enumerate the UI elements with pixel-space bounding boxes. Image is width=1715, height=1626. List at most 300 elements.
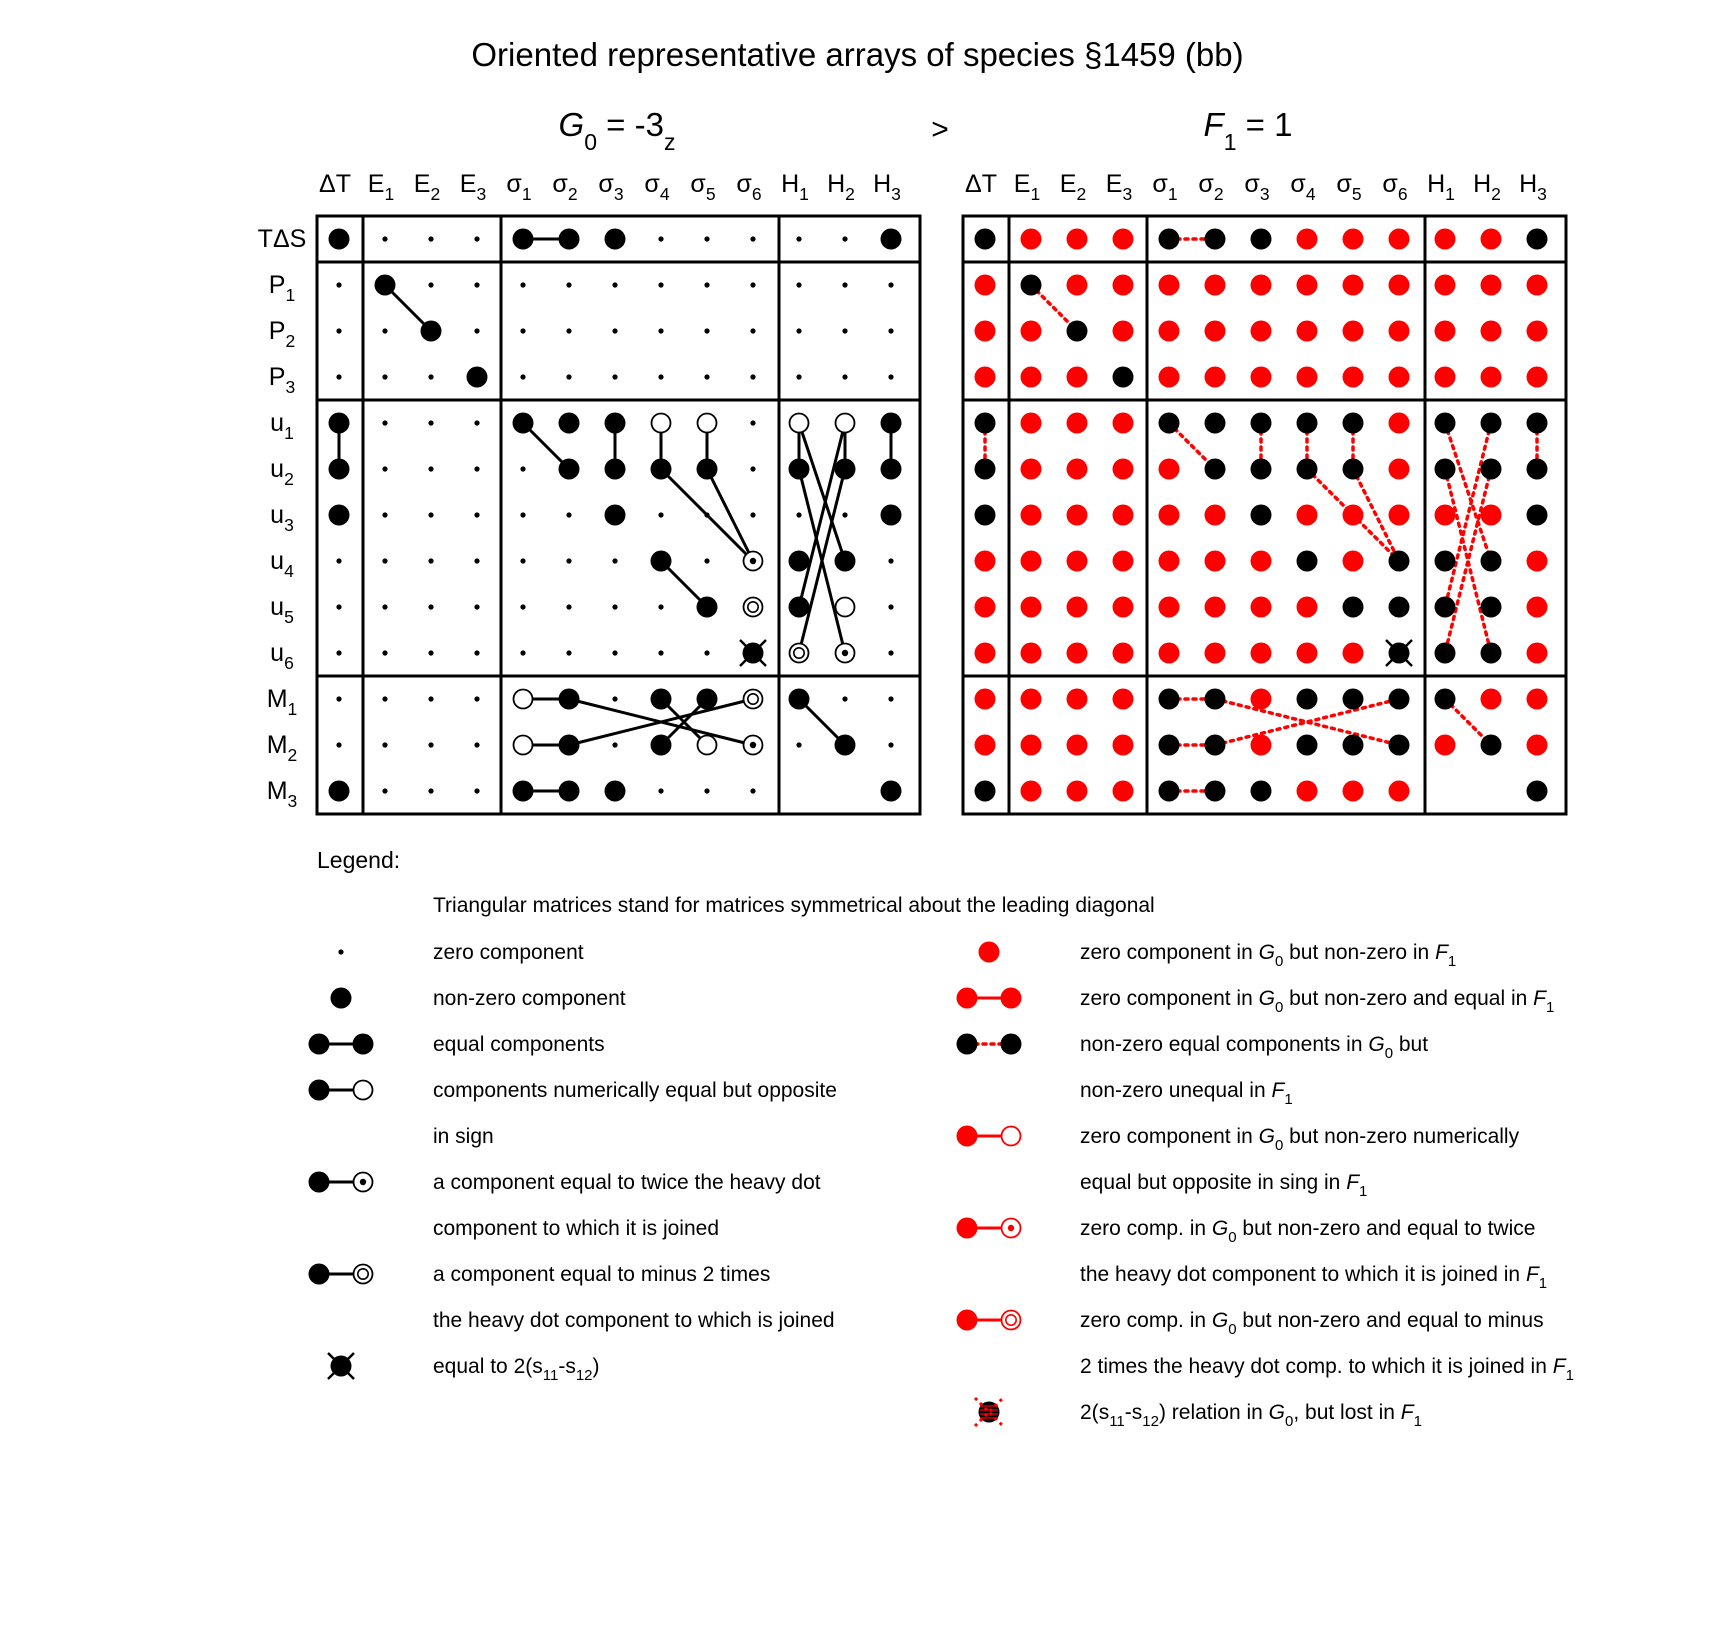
legend-left-text-4-1: components numerically equal but opposite bbox=[433, 1079, 837, 1102]
right-cell-r10-c4 bbox=[1113, 643, 1134, 664]
left-cell-r4-c3 bbox=[428, 374, 433, 379]
right-cell-r2-c1 bbox=[975, 275, 996, 296]
left-cell-r9-c6 bbox=[566, 604, 571, 609]
left-cell-r6-c1 bbox=[329, 459, 350, 480]
right-cell-r8-c11 bbox=[1435, 551, 1456, 572]
left-cell-r9-c1 bbox=[336, 604, 341, 609]
legend-left-text-5-2: component to which it is joined bbox=[433, 1217, 719, 1240]
left-cell-r7-c7 bbox=[605, 505, 626, 526]
left-cell-r1-c7 bbox=[605, 229, 626, 250]
right-cell-r8-c2 bbox=[1021, 551, 1042, 572]
left-cell-r6-c12 bbox=[835, 459, 856, 480]
right-cell-r1-c8 bbox=[1297, 229, 1318, 250]
column-header-left-12: $H_2$ bbox=[827, 170, 855, 204]
right-cell-r13-c10 bbox=[1389, 781, 1410, 802]
column-header-right-7: $\sigma_3$ bbox=[1244, 170, 1270, 204]
left-cell-r5-c11 bbox=[790, 414, 809, 433]
right-cell-r5-c10 bbox=[1389, 413, 1410, 434]
right-cell-r6-c10 bbox=[1389, 459, 1410, 480]
legend-right-text-3-1: non-zero equal components in $G_0$ but bbox=[1080, 1033, 1429, 1062]
right-cell-r1-c1 bbox=[975, 229, 996, 250]
left-cell-r13-c9 bbox=[704, 788, 709, 793]
right-cell-r5-c4 bbox=[1113, 413, 1134, 434]
right-cell-r13-c3 bbox=[1067, 781, 1088, 802]
left-cell-r9-c13 bbox=[888, 604, 893, 609]
right-cell-r5-c1 bbox=[975, 413, 996, 434]
left-cell-r3-c8 bbox=[658, 328, 663, 333]
left-cell-r5-c9 bbox=[698, 414, 717, 433]
right-cell-r11-c4 bbox=[1113, 689, 1134, 710]
left-cell-r3-c4 bbox=[474, 328, 479, 333]
left-cell-r7-c10 bbox=[750, 512, 755, 517]
row-header-13: $M_3$ bbox=[266, 777, 298, 811]
right-cell-r10-c6 bbox=[1205, 643, 1226, 664]
column-header-left-7: $\sigma_3$ bbox=[598, 170, 624, 204]
right-cell-r9-c2 bbox=[1021, 597, 1042, 618]
left-cell-r13-c6 bbox=[559, 781, 580, 802]
legend-right-text-4-1: zero component in $G_0$ but non-zero numerically bbox=[1080, 1125, 1520, 1154]
column-header-right-9: $\sigma_5$ bbox=[1336, 170, 1362, 204]
left-cell-r11-c1 bbox=[336, 696, 341, 701]
right-cell-r1-c10 bbox=[1389, 229, 1410, 250]
legend-right-icon-6 bbox=[957, 1310, 1021, 1331]
column-header-left-2: $E_1$ bbox=[367, 170, 395, 204]
legend-left-icon-5 bbox=[309, 1172, 373, 1193]
left-cell-r11-c10 bbox=[744, 690, 763, 709]
left-cell-r10-c1 bbox=[336, 650, 341, 655]
left-cell-r10-c6 bbox=[566, 650, 571, 655]
right-cell-r10-c8 bbox=[1297, 643, 1318, 664]
right-cell-r11-c8 bbox=[1297, 689, 1318, 710]
right-cell-r12-c2 bbox=[1021, 735, 1042, 756]
right-cell-r8-c10 bbox=[1389, 551, 1410, 572]
right-cell-r4-c11 bbox=[1435, 367, 1456, 388]
left-cell-r10-c12 bbox=[836, 644, 855, 663]
left-array bbox=[317, 216, 920, 814]
left-cell-r8-c8 bbox=[651, 551, 672, 572]
right-cell-r8-c9 bbox=[1343, 551, 1364, 572]
right-cell-r5-c11 bbox=[1435, 413, 1456, 434]
title: Oriented representative arrays of species §1459 (bb) bbox=[471, 36, 1244, 73]
left-cell-r4-c4 bbox=[467, 367, 488, 388]
right-cell-r2-c4 bbox=[1113, 275, 1134, 296]
left-cell-r11-c9 bbox=[697, 689, 718, 710]
left-cell-r10-c2 bbox=[382, 650, 387, 655]
left-cell-r12-c11 bbox=[796, 742, 801, 747]
right-cell-r9-c12 bbox=[1481, 597, 1502, 618]
left-cell-r7-c12 bbox=[842, 512, 847, 517]
legend-right-icon-4 bbox=[957, 1126, 1021, 1147]
left-cell-r4-c7 bbox=[612, 374, 617, 379]
right-cell-r5-c3 bbox=[1067, 413, 1088, 434]
left-link bbox=[799, 423, 845, 607]
left-cell-r2-c4 bbox=[474, 282, 479, 287]
right-cell-r1-c5 bbox=[1159, 229, 1180, 250]
right-cell-r7-c12 bbox=[1481, 505, 1502, 526]
left-cell-r9-c3 bbox=[428, 604, 433, 609]
left-cell-r9-c5 bbox=[520, 604, 525, 609]
left-cell-r9-c8 bbox=[658, 604, 663, 609]
left-cell-r8-c13 bbox=[888, 558, 893, 563]
left-cell-r5-c8 bbox=[652, 414, 671, 433]
left-cell-r6-c13 bbox=[881, 459, 902, 480]
right-cell-r9-c6 bbox=[1205, 597, 1226, 618]
right-cell-r3-c5 bbox=[1159, 321, 1180, 342]
left-cell-r9-c7 bbox=[612, 604, 617, 609]
right-cell-r5-c9 bbox=[1343, 413, 1364, 434]
right-cell-r7-c6 bbox=[1205, 505, 1226, 526]
right-cell-r11-c13 bbox=[1527, 689, 1548, 710]
right-cell-r9-c8 bbox=[1297, 597, 1318, 618]
right-cell-r8-c6 bbox=[1205, 551, 1226, 572]
left-cell-r7-c5 bbox=[520, 512, 525, 517]
left-cell-r8-c6 bbox=[566, 558, 571, 563]
left-cell-r4-c1 bbox=[336, 374, 341, 379]
left-cell-r7-c3 bbox=[428, 512, 433, 517]
right-cell-r6-c9 bbox=[1343, 459, 1364, 480]
right-cell-r6-c5 bbox=[1159, 459, 1180, 480]
legend-left-text-7-1: equal to $2(s_{11}-s_{12})$ bbox=[433, 1355, 600, 1384]
left-cell-r13-c8 bbox=[658, 788, 663, 793]
left-cell-r5-c6 bbox=[559, 413, 580, 434]
right-cell-r5-c7 bbox=[1251, 413, 1272, 434]
left-cell-r9-c10 bbox=[744, 598, 763, 617]
left-cell-r5-c10 bbox=[750, 420, 755, 425]
right-cell-r11-c12 bbox=[1481, 689, 1502, 710]
left-cell-r2-c10 bbox=[750, 282, 755, 287]
left-cell-r12-c3 bbox=[428, 742, 433, 747]
left-cell-r4-c12 bbox=[842, 374, 847, 379]
right-cell-r6-c2 bbox=[1021, 459, 1042, 480]
right-cell-r7-c8 bbox=[1297, 505, 1318, 526]
left-cell-r5-c12 bbox=[836, 414, 855, 433]
left-cell-r11-c8 bbox=[651, 689, 672, 710]
right-cell-r8-c4 bbox=[1113, 551, 1134, 572]
legend-left-icon-3 bbox=[309, 1034, 374, 1055]
right-cell-r11-c11 bbox=[1435, 689, 1456, 710]
legend-left-text-4-2: in sign bbox=[433, 1125, 494, 1148]
left-cell-r12-c4 bbox=[474, 742, 479, 747]
left-cell-r7-c13 bbox=[881, 505, 902, 526]
left-cell-r5-c5 bbox=[513, 413, 534, 434]
left-cell-r13-c13 bbox=[881, 781, 902, 802]
left-cell-r7-c11 bbox=[796, 512, 801, 517]
right-cell-r2-c13 bbox=[1527, 275, 1548, 296]
right-cell-r2-c10 bbox=[1389, 275, 1410, 296]
legend-right-text-2-1: zero component in $G_0$ but non-zero and equal in $F_1$ bbox=[1080, 987, 1555, 1016]
left-cell-r10-c9 bbox=[704, 650, 709, 655]
right-cell-r2-c8 bbox=[1297, 275, 1318, 296]
right-cell-r3-c1 bbox=[975, 321, 996, 342]
right-cell-r12-c6 bbox=[1205, 735, 1226, 756]
row-header-9: $u_5$ bbox=[270, 593, 294, 627]
right-cell-r1-c4 bbox=[1113, 229, 1134, 250]
legend-right-text-4-2: equal but opposite in sing in $F_1$ bbox=[1080, 1171, 1368, 1200]
right-cell-r5-c2 bbox=[1021, 413, 1042, 434]
column-header-right-4: $E_3$ bbox=[1105, 170, 1133, 204]
right-cell-r4-c9 bbox=[1343, 367, 1364, 388]
right-cell-r2-c12 bbox=[1481, 275, 1502, 296]
legend-left-text-6-1: a component equal to minus 2 times bbox=[433, 1263, 771, 1286]
right-cell-r9-c1 bbox=[975, 597, 996, 618]
row-header-2: $P_1$ bbox=[268, 271, 296, 305]
right-cell-r11-c5 bbox=[1159, 689, 1180, 710]
column-header-left-11: $H_1$ bbox=[781, 170, 809, 204]
left-cell-r11-c5 bbox=[514, 690, 533, 709]
left-cell-r7-c9 bbox=[704, 512, 709, 517]
right-cell-r8-c7 bbox=[1251, 551, 1272, 572]
left-cell-r4-c9 bbox=[704, 374, 709, 379]
legend-right-icon-1 bbox=[979, 942, 1000, 963]
right-cell-r3-c4 bbox=[1113, 321, 1134, 342]
right-cell-r13-c5 bbox=[1159, 781, 1180, 802]
left-cell-r6-c10 bbox=[750, 466, 755, 471]
left-cell-r5-c13 bbox=[881, 413, 902, 434]
right-cell-r12-c1 bbox=[975, 735, 996, 756]
left-cell-r8-c10 bbox=[744, 552, 763, 571]
right-cell-r6-c6 bbox=[1205, 459, 1226, 480]
right-cell-r1-c11 bbox=[1435, 229, 1456, 250]
right-cell-r13-c9 bbox=[1343, 781, 1364, 802]
left-cell-r2-c2 bbox=[375, 275, 396, 296]
right-cell-r10-c2 bbox=[1021, 643, 1042, 664]
right-cell-r9-c7 bbox=[1251, 597, 1272, 618]
column-header-left-3: $E_2$ bbox=[413, 170, 441, 204]
legend-right-text-7-1: $2(s_{11}-s_{12})$ relation in $G_0$, but lost in $F_1$ bbox=[1080, 1401, 1422, 1430]
legend-right-text-6-1: zero comp. in $G_0$ but non-zero and equal to minus bbox=[1080, 1309, 1544, 1338]
left-cell-r2-c11 bbox=[796, 282, 801, 287]
left-cell-r6-c8 bbox=[651, 459, 672, 480]
left-cell-r1-c8 bbox=[658, 236, 663, 241]
left-cell-r6-c4 bbox=[474, 466, 479, 471]
left-cell-r8-c5 bbox=[520, 558, 525, 563]
left-cell-r12-c1 bbox=[336, 742, 341, 747]
left-cell-r12-c9 bbox=[698, 736, 717, 755]
right-cell-r4-c4 bbox=[1113, 367, 1134, 388]
legend-left-icon-4 bbox=[309, 1080, 373, 1101]
right-cell-r2-c6 bbox=[1205, 275, 1226, 296]
left-cell-r9-c2 bbox=[382, 604, 387, 609]
row-header-5: $u_1$ bbox=[270, 409, 294, 443]
legend-left-icon-6 bbox=[309, 1264, 373, 1285]
right-cell-r6-c1 bbox=[975, 459, 996, 480]
left-cell-r3-c12 bbox=[842, 328, 847, 333]
left-cell-r3-c1 bbox=[336, 328, 341, 333]
left-cell-r10-c11 bbox=[790, 644, 809, 663]
legend-heading: Legend: bbox=[317, 847, 401, 873]
legend bbox=[309, 847, 1574, 1430]
column-header-right-5: $\sigma_1$ bbox=[1152, 170, 1178, 204]
left-cell-r13-c1 bbox=[329, 781, 350, 802]
legend-left-text-2-1: non-zero component bbox=[433, 987, 626, 1010]
left-cell-r6-c11 bbox=[789, 459, 810, 480]
left-cell-r1-c12 bbox=[842, 236, 847, 241]
left-cell-r6-c7 bbox=[605, 459, 626, 480]
right-cell-r5-c8 bbox=[1297, 413, 1318, 434]
left-cell-r12-c2 bbox=[382, 742, 387, 747]
left-cell-r10-c3 bbox=[428, 650, 433, 655]
right-cell-r7-c7 bbox=[1251, 505, 1272, 526]
left-cell-r2-c3 bbox=[428, 282, 433, 287]
right-cell-r7-c4 bbox=[1113, 505, 1134, 526]
left-cell-r10-c8 bbox=[658, 650, 663, 655]
right-cell-r6-c12 bbox=[1481, 459, 1502, 480]
right-cell-r10-c3 bbox=[1067, 643, 1088, 664]
right-cell-r4-c7 bbox=[1251, 367, 1272, 388]
right-cell-r6-c4 bbox=[1113, 459, 1134, 480]
left-cell-r3-c10 bbox=[750, 328, 755, 333]
left-cell-r7-c8 bbox=[658, 512, 663, 517]
right-cell-r7-c10 bbox=[1389, 505, 1410, 526]
left-cell-r1-c10 bbox=[750, 236, 755, 241]
left-cell-r6-c9 bbox=[697, 459, 718, 480]
left-cell-r9-c11 bbox=[789, 597, 810, 618]
right-cell-r7-c13 bbox=[1527, 505, 1548, 526]
right-cell-r6-c11 bbox=[1435, 459, 1456, 480]
left-cell-r13-c5 bbox=[513, 781, 534, 802]
right-cell-r10-c9 bbox=[1343, 643, 1364, 664]
left-cell-r10-c5 bbox=[520, 650, 525, 655]
right-cell-r10-c13 bbox=[1527, 643, 1548, 664]
column-header-left-6: $\sigma_2$ bbox=[552, 170, 578, 204]
left-cell-r2-c6 bbox=[566, 282, 571, 287]
left-cell-r12-c5 bbox=[514, 736, 533, 755]
right-cell-r12-c12 bbox=[1481, 735, 1502, 756]
left-cell-r5-c7 bbox=[605, 413, 626, 434]
legend-left-icon-1 bbox=[338, 949, 343, 954]
left-cell-r4-c11 bbox=[796, 374, 801, 379]
right-cell-r12-c9 bbox=[1343, 735, 1364, 756]
right-cell-r5-c12 bbox=[1481, 413, 1502, 434]
right-cell-r7-c1 bbox=[975, 505, 996, 526]
right-cell-r7-c3 bbox=[1067, 505, 1088, 526]
row-header-4: $P_3$ bbox=[268, 363, 296, 397]
legend-right-text-1-1: zero component in $G_0$ but non-zero in $F_1$ bbox=[1080, 941, 1457, 970]
left-cell-r12-c10 bbox=[744, 736, 763, 755]
legend-left-text-3-1: equal components bbox=[433, 1033, 605, 1056]
right-cell-r4-c1 bbox=[975, 367, 996, 388]
right-cell-r13-c1 bbox=[975, 781, 996, 802]
left-cell-r2-c8 bbox=[658, 282, 663, 287]
left-cell-r3-c6 bbox=[566, 328, 571, 333]
right-cell-r9-c3 bbox=[1067, 597, 1088, 618]
legend-right-text-5-2: the heavy dot component to which it is joined in $F_1$ bbox=[1080, 1263, 1548, 1292]
row-header-8: $u_4$ bbox=[270, 547, 294, 581]
column-header-left-8: $\sigma_4$ bbox=[644, 170, 670, 204]
right-cell-r3-c12 bbox=[1481, 321, 1502, 342]
right-cell-r1-c9 bbox=[1343, 229, 1364, 250]
legend-left-text-6-2: the heavy dot component to which is joined bbox=[433, 1309, 835, 1332]
right-cell-r4-c10 bbox=[1389, 367, 1410, 388]
right-cell-r1-c12 bbox=[1481, 229, 1502, 250]
left-cell-r3-c13 bbox=[888, 328, 893, 333]
right-cell-r8-c1 bbox=[975, 551, 996, 572]
left-cell-r13-c4 bbox=[474, 788, 479, 793]
right-cell-r3-c9 bbox=[1343, 321, 1364, 342]
right-cell-r12-c13 bbox=[1527, 735, 1548, 756]
left-cell-r2-c9 bbox=[704, 282, 709, 287]
row-header-3: $P_2$ bbox=[268, 317, 296, 351]
left-cell-r6-c5 bbox=[520, 466, 525, 471]
left-cell-r4-c2 bbox=[382, 374, 387, 379]
left-cell-r13-c10 bbox=[750, 788, 755, 793]
right-cell-r11-c10 bbox=[1389, 689, 1410, 710]
row-header-10: $u_6$ bbox=[270, 639, 294, 673]
left-cell-r8-c9 bbox=[704, 558, 709, 563]
legend-right-icon-3 bbox=[957, 1034, 1022, 1055]
left-cell-r8-c12 bbox=[835, 551, 856, 572]
left-cell-r4-c10 bbox=[750, 374, 755, 379]
right-cell-r9-c9 bbox=[1343, 597, 1364, 618]
right-cell-r8-c5 bbox=[1159, 551, 1180, 572]
right-cell-r3-c7 bbox=[1251, 321, 1272, 342]
right-cell-r8-c12 bbox=[1481, 551, 1502, 572]
right-cell-r3-c10 bbox=[1389, 321, 1410, 342]
left-cell-r8-c1 bbox=[336, 558, 341, 563]
right-cell-r5-c5 bbox=[1159, 413, 1180, 434]
right-cell-r8-c8 bbox=[1297, 551, 1318, 572]
right-cell-r1-c3 bbox=[1067, 229, 1088, 250]
right-cell-r13-c6 bbox=[1205, 781, 1226, 802]
left-cell-r10-c10 bbox=[740, 640, 766, 666]
left-cell-r2-c5 bbox=[520, 282, 525, 287]
right-cell-r3-c3 bbox=[1067, 321, 1088, 342]
right-cell-r10-c5 bbox=[1159, 643, 1180, 664]
right-cell-r2-c2 bbox=[1021, 275, 1042, 296]
right-cell-r12-c8 bbox=[1297, 735, 1318, 756]
left-cell-r8-c4 bbox=[474, 558, 479, 563]
right-cell-r7-c5 bbox=[1159, 505, 1180, 526]
right-cell-r11-c7 bbox=[1251, 689, 1272, 710]
left-cell-r2-c7 bbox=[612, 282, 617, 287]
right-cell-r10-c10 bbox=[1386, 640, 1412, 666]
left-cell-r10-c13 bbox=[888, 650, 893, 655]
left-cell-r8-c11 bbox=[789, 551, 810, 572]
left-cell-r1-c9 bbox=[704, 236, 709, 241]
legend-right-icon-7 bbox=[975, 1398, 1003, 1426]
left-cell-r4-c5 bbox=[520, 374, 525, 379]
left-cell-r11-c7 bbox=[612, 696, 617, 701]
right-cell-r10-c7 bbox=[1251, 643, 1272, 664]
left-cell-r3-c3 bbox=[421, 321, 442, 342]
row-header-6: $u_2$ bbox=[270, 455, 294, 489]
right-cell-r13-c13 bbox=[1527, 781, 1548, 802]
column-header-left-13: $H_3$ bbox=[873, 170, 901, 204]
left-cell-r1-c4 bbox=[474, 236, 479, 241]
left-cell-r6-c6 bbox=[559, 459, 580, 480]
left-cell-r11-c3 bbox=[428, 696, 433, 701]
right-cell-r13-c2 bbox=[1021, 781, 1042, 802]
right-cell-r8-c3 bbox=[1067, 551, 1088, 572]
right-cell-r1-c7 bbox=[1251, 229, 1272, 250]
left-cell-r10-c7 bbox=[612, 650, 617, 655]
right-cell-r12-c11 bbox=[1435, 735, 1456, 756]
right-cell-r2-c11 bbox=[1435, 275, 1456, 296]
row-header-7: $u_3$ bbox=[270, 501, 294, 535]
left-cell-r3-c7 bbox=[612, 328, 617, 333]
left-cell-r11-c13 bbox=[888, 696, 893, 701]
right-cell-r7-c2 bbox=[1021, 505, 1042, 526]
right-cell-r11-c1 bbox=[975, 689, 996, 710]
left-cell-r2-c1 bbox=[336, 282, 341, 287]
right-cell-r2-c3 bbox=[1067, 275, 1088, 296]
left-cell-r11-c12 bbox=[842, 696, 847, 701]
column-header-right-8: $\sigma_4$ bbox=[1290, 170, 1316, 204]
right-cell-r11-c9 bbox=[1343, 689, 1364, 710]
right-cell-r12-c5 bbox=[1159, 735, 1180, 756]
left-cell-r8-c3 bbox=[428, 558, 433, 563]
column-header-right-13: $H_3$ bbox=[1519, 170, 1547, 204]
